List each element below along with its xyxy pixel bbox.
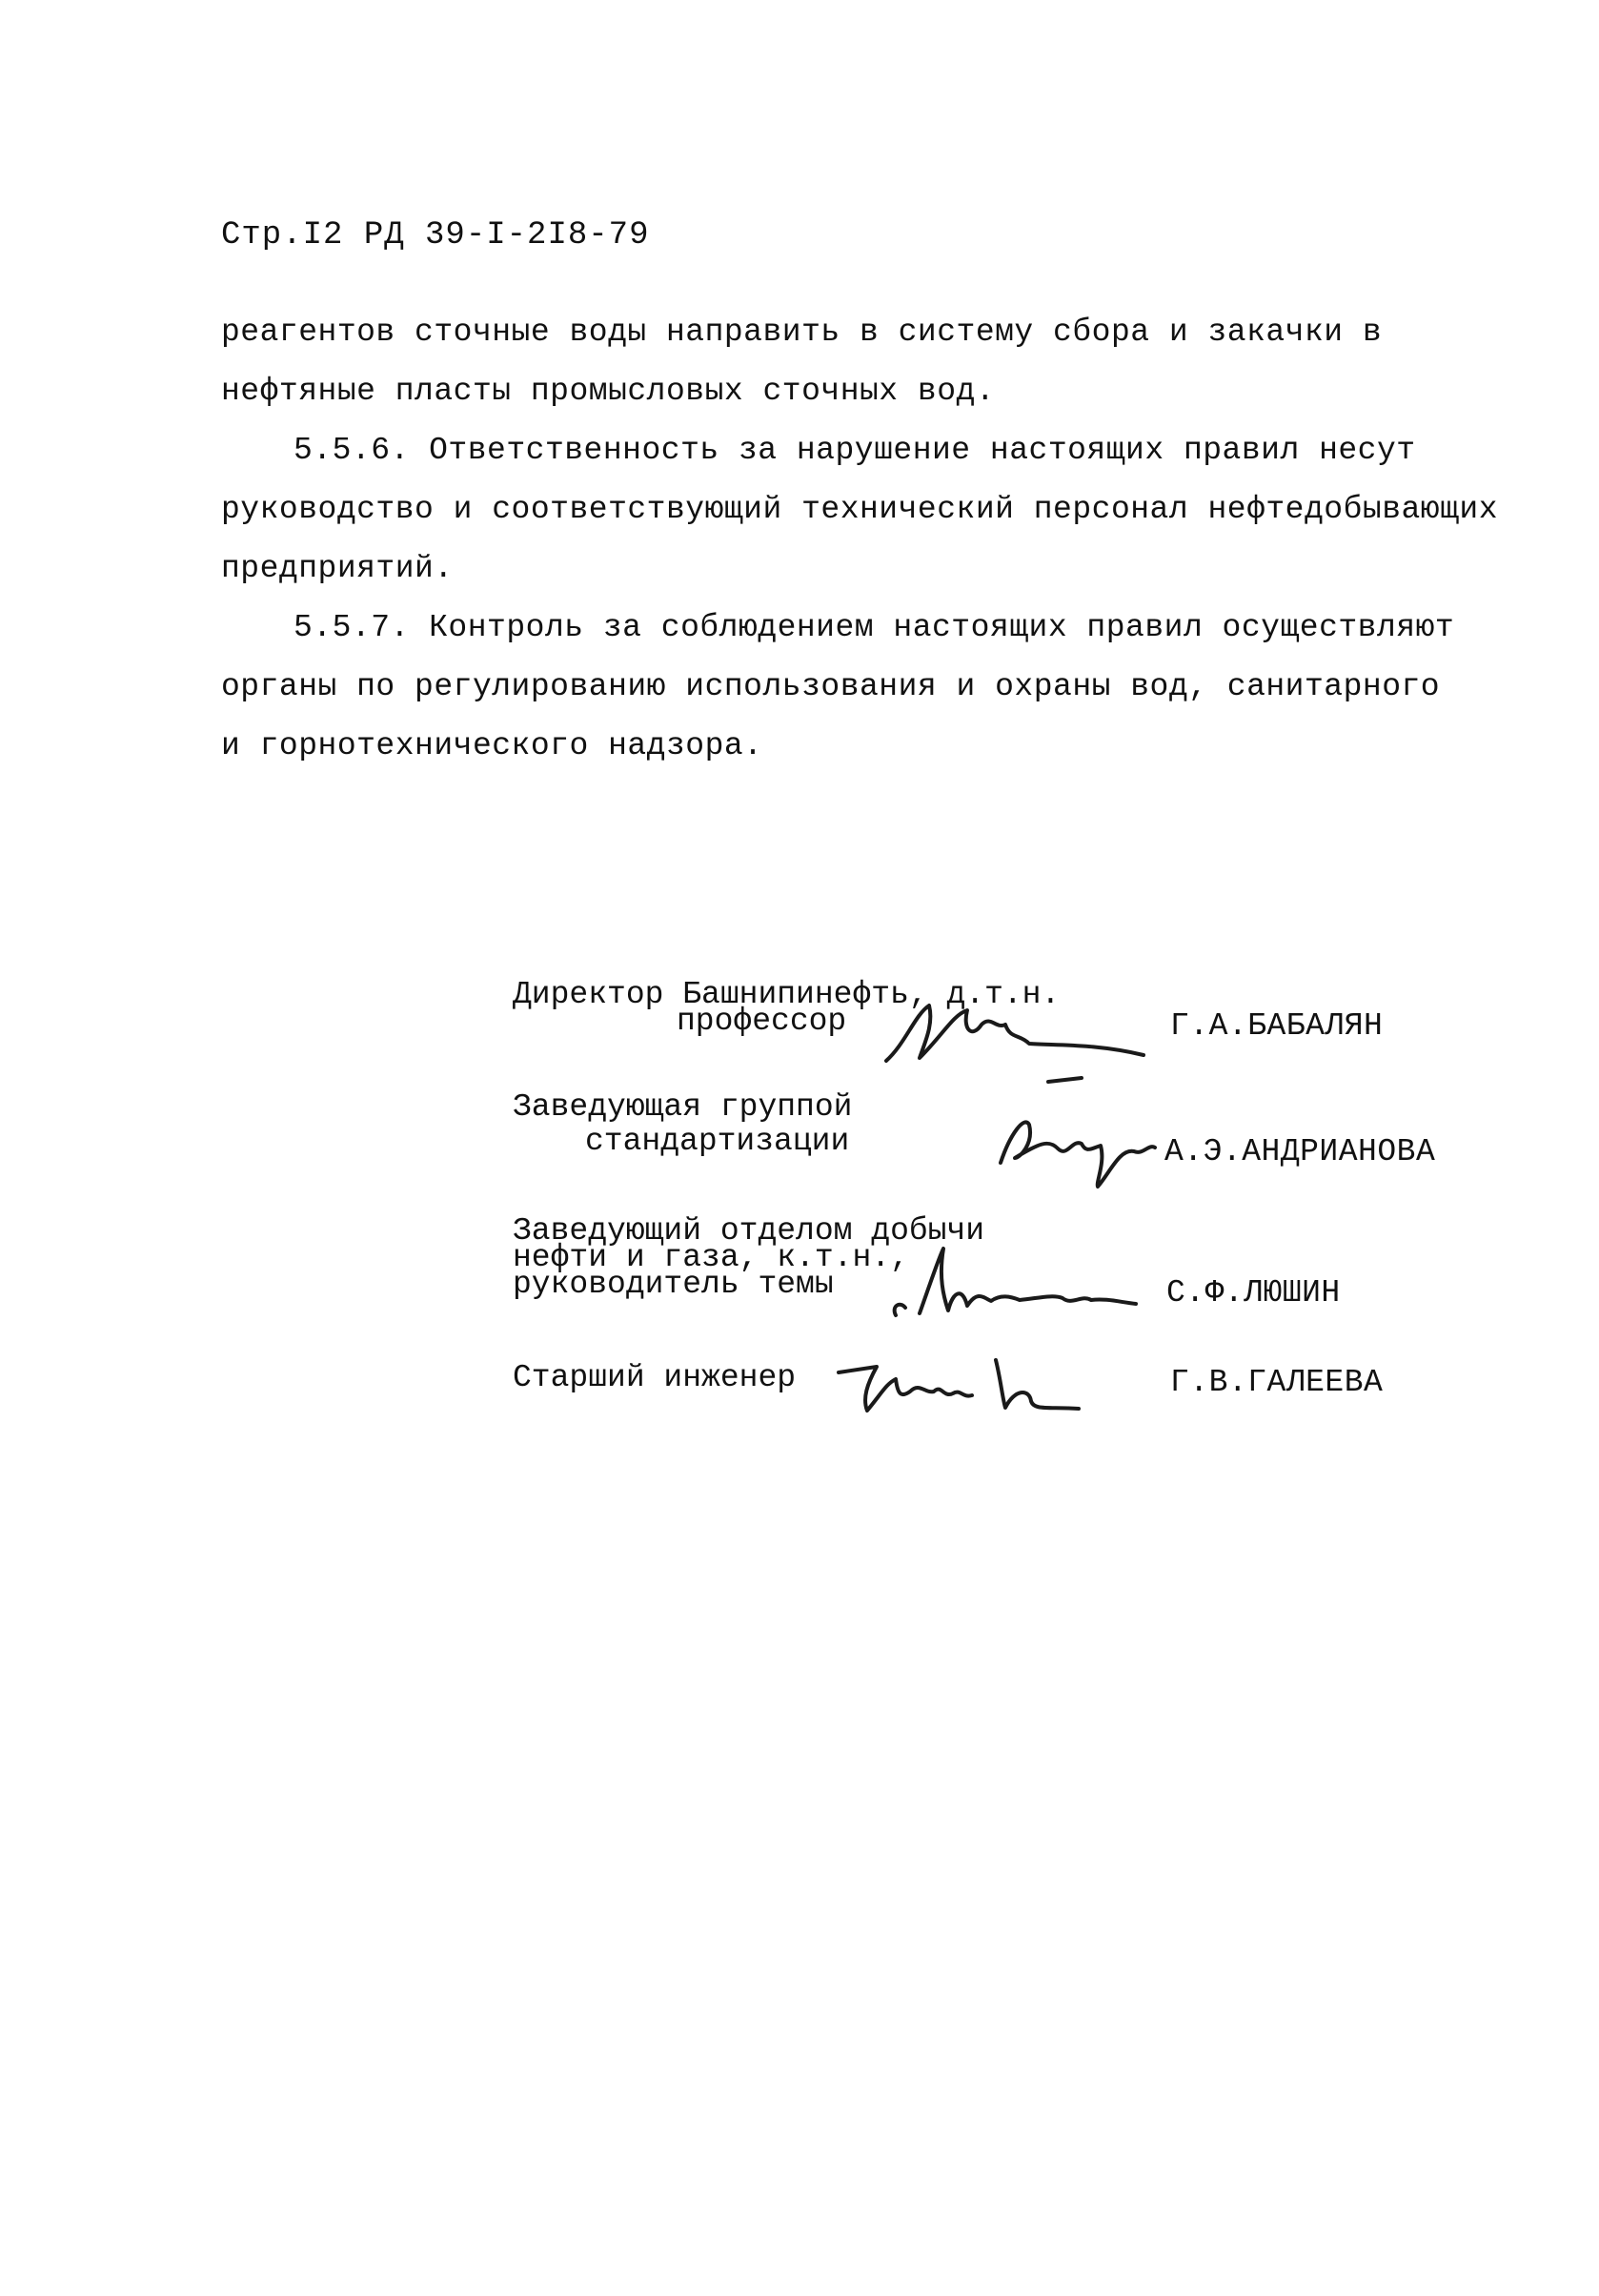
signatory-title: руководитель темы xyxy=(513,1267,834,1302)
signature-block-senior-engineer xyxy=(513,1360,797,1395)
handwritten-signature-andrianova xyxy=(991,1106,1163,1191)
body-line: нефтяные пласты промысловых сточных вод. xyxy=(221,374,996,409)
signatory-title: Старший инженер xyxy=(513,1360,797,1395)
handwritten-signature-galeeva xyxy=(829,1346,1086,1422)
document-body xyxy=(221,303,1499,776)
handwritten-signature-lyushin xyxy=(886,1239,1144,1325)
paragraph-5-5-7-line: и горнотехнического надзора. xyxy=(221,728,763,763)
signatory-title: нефти и газа, к.т.н., xyxy=(513,1240,909,1275)
paragraph-5-5-7-line: 5.5.7. Контроль за соблюдением настоящих правил осуществляют xyxy=(293,610,1455,645)
signatory-name: Г.В.ГАЛЕЕВА xyxy=(1170,1365,1384,1400)
handwritten-signature-babalyan xyxy=(877,986,1163,1072)
signatory-title: стандартизации xyxy=(585,1124,850,1159)
signatory-title: Директор Башнипинефть, д.т.н. xyxy=(513,977,1061,1012)
signatory-title: профессор xyxy=(677,1004,847,1039)
page-header: Стр.I2 РД 39-I-2I8-79 xyxy=(221,217,650,254)
signatory-title: Заведующая группой xyxy=(513,1089,853,1125)
signature-block-standardization xyxy=(513,1089,853,1159)
paragraph-5-5-6-line: руководство и соответствующий технический персонал нефтедобывающих xyxy=(221,492,1499,527)
body-line: реагентов сточные воды направить в систему сбора и закачки в xyxy=(221,315,1383,350)
paragraph-5-5-6-line: предприятий. xyxy=(221,551,454,586)
signatory-title: Заведующий отделом добычи xyxy=(513,1213,985,1249)
signatory-name: А.Э.АНДРИАНОВА xyxy=(1164,1134,1436,1169)
paragraph-5-5-7-line: органы по регулированию использования и охраны вод, санитарного xyxy=(221,669,1441,704)
signatory-name: С.Ф.ЛЮШИН xyxy=(1166,1275,1341,1311)
paragraph-5-5-6-line: 5.5.6. Ответственность за нарушение настоящих правил несут xyxy=(293,433,1416,468)
signatory-name: Г.А.БАБАЛЯН xyxy=(1170,1008,1384,1044)
